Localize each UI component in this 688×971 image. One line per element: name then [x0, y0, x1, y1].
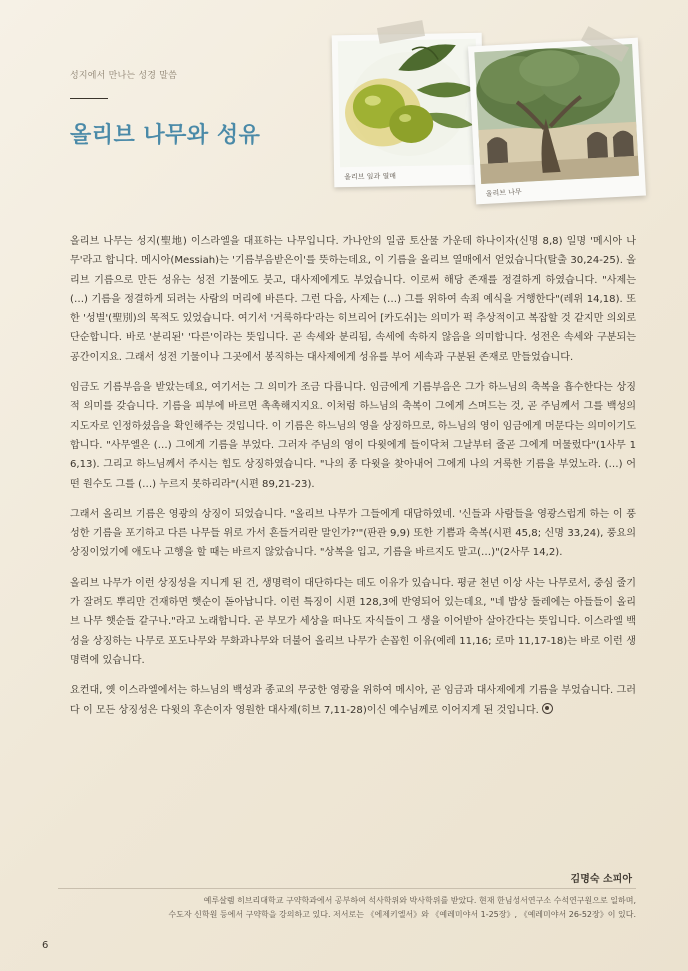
paragraph: 임금도 기름부음을 받았는데요, 여기서는 그 의미가 조금 다릅니다. 임금에게 기름부음은 그가 하느님의 축복을 흡수한다는 상징적 의미를 갖습니다. 기름을 피부에 바르면 촉촉해지지요. 이처럼 하느님의 축복이 그에게 스며드는 것, 곧 주님께서 그를 백성의 지도자로 인정하셨음을 확인해주는 것입니다. 이 기름은 하느님의 영을 상징하므로, 하느님의 영이 임금에게 머문다는 의미이기도 합니다. "사무엘은 (…) 그에게 기름을 부었다. 그러자 주님의 영이 다윗에게 들이닥쳐 그날부터 줄곧 그에게 머물렀다"(1사무 16,13). 그리고 하느님께서 주시는 힘도 상징하였습니다. "나의 종 다윗을 찾아내어 그에게 나의 거룩한 기름을 부었노라. (…) 어떤 원수도 그를 (…) 누르지 못하리라"(시편 89,21-23). — [70, 382, 636, 490]
photo-caption: 올리브 나무 — [485, 187, 522, 198]
olive-tree-image — [474, 44, 639, 184]
paragraph-text: 요컨대, 옛 이스라엘에서는 하느님의 백성과 종교의 무궁한 영광을 위하여 메시아, 곧 임금과 대사제에게 기름을 부었습니다. 그러다 이 모든 상징성은 다윗의 후손이자 영원한 대사제(히브 7,11-28)이신 예수님께로 이어지게 된 것입니다. — [70, 685, 636, 716]
photo-olive-fruit — [332, 33, 485, 188]
end-mark-icon — [542, 703, 553, 714]
photo-olive-tree — [468, 38, 646, 205]
paragraph: 올리브 나무는 성지(聖地) 이스라엘을 대표하는 나무입니다. 가나안의 일곱 토산물 가운데 하나이자(신명 8,8) 일명 '메시아 나무'라고 합니다. 메시아(Messiah)는 '기름부음받은이'를 뜻하는데요, 이 기름을 올리브 열매에서 얻었습니다(탈출 30,24-25). 올리브 기름으로 만든 성유는 성전 기물에도 붓고, 대사제에게도 부었습니다. 이로써 해당 존재를 정결하게 하였습니다. "사제는 (…) 기름을 정결하게 되려는 사람의 머리에 바른다. 그런 다음, 사제는 (…) 그를 위하여 속죄 예식을 거행한다"(레위 14,18). 또한 '성별'(聖別)의 목적도 있었습니다. 여기서 '거룩하다'라는 히브리어 [카도쉬]는 의미가 퍽 추상적이고 복잡할 것 같지만 의외로 단순합니다. 바로 '분리된' '다른'이라는 뜻입니다. 곧 속세와 분리됨, 속세에 속하지 않음을 의미합니다. 성전은 속세와 구분되는 공간이지요. 그래서 성전 기물이나 그곳에서 봉직하는 대사제에게 성유를 부어 세속과 구분된 존재로 만들었습니다. — [70, 236, 636, 363]
bio-line: 수도자 신학원 등에서 구약학을 강의하고 있다. 저서로는 《에제키엘서》와 《예레미야서 1-25장》, 《예레미야서 26-52장》이 있다. — [168, 910, 636, 919]
bio-divider — [58, 888, 636, 889]
author-bio — [58, 894, 636, 922]
section-label: 성지에서 만나는 성경 말씀 — [70, 71, 178, 81]
photo-caption: 올리브 잎과 열매 — [344, 172, 397, 182]
article-body — [70, 232, 636, 731]
article-title: 올리브 나무와 성유 — [70, 123, 261, 148]
olive-fruit-image — [338, 39, 478, 167]
bio-line: 예루살렘 히브리대학교 구약학과에서 공부하여 석사학위와 박사학위를 받았다. 현재 한님성서연구소 수석연구원으로 일하며, — [203, 896, 636, 905]
paragraph-last — [70, 681, 636, 720]
title-rule — [70, 98, 108, 99]
paragraph: 올리브 나무가 이런 상징성을 지니게 된 건, 생명력이 대단하다는 데도 이유가 있습니다. 평균 천년 이상 사는 나무로서, 중심 줄기가 잘려도 뿌리만 건재하면 햇순이 돋아납니다. 이런 특징이 시편 128,3에 반영되어 있는데요, "네 밥상 둘레에는 아들들이 올리브 나무 햇순들 같구나."라고 노래합니다. 곧 부모가 세상을 떠나도 자식들이 그 생을 이어받아 살아간다는 뜻입니다. 이스라엘 백성을 상징하는 나무로 포도나무와 무화과나무와 더불어 올리브 나무가 손꼽힌 이유(예레 11,16; 로마 11,17-18)는 바로 이런 생명력에 있습니다. — [70, 577, 636, 666]
paragraph: 그래서 올리브 기름은 영광의 상징이 되었습니다. "올리브 나무가 그들에게 대답하였네. '신들과 사람들을 영광스럽게 하는 이 풍성한 기름을 포기하고 다른 나무들 위로 가서 흔들거리란 말인가?'"(판관 9,9) 또한 기쁨과 축복(시편 45,8; 신명 33,24), 풍요의 상징이었기에 애도나 고행을 할 때는 바르지 않았습니다. "상복을 입고, 기름을 바르지도 말고(…)"(2사무 14,2). — [70, 508, 636, 559]
author-name: 김명숙 소피아 — [570, 874, 632, 885]
page-number: 6 — [42, 940, 49, 951]
